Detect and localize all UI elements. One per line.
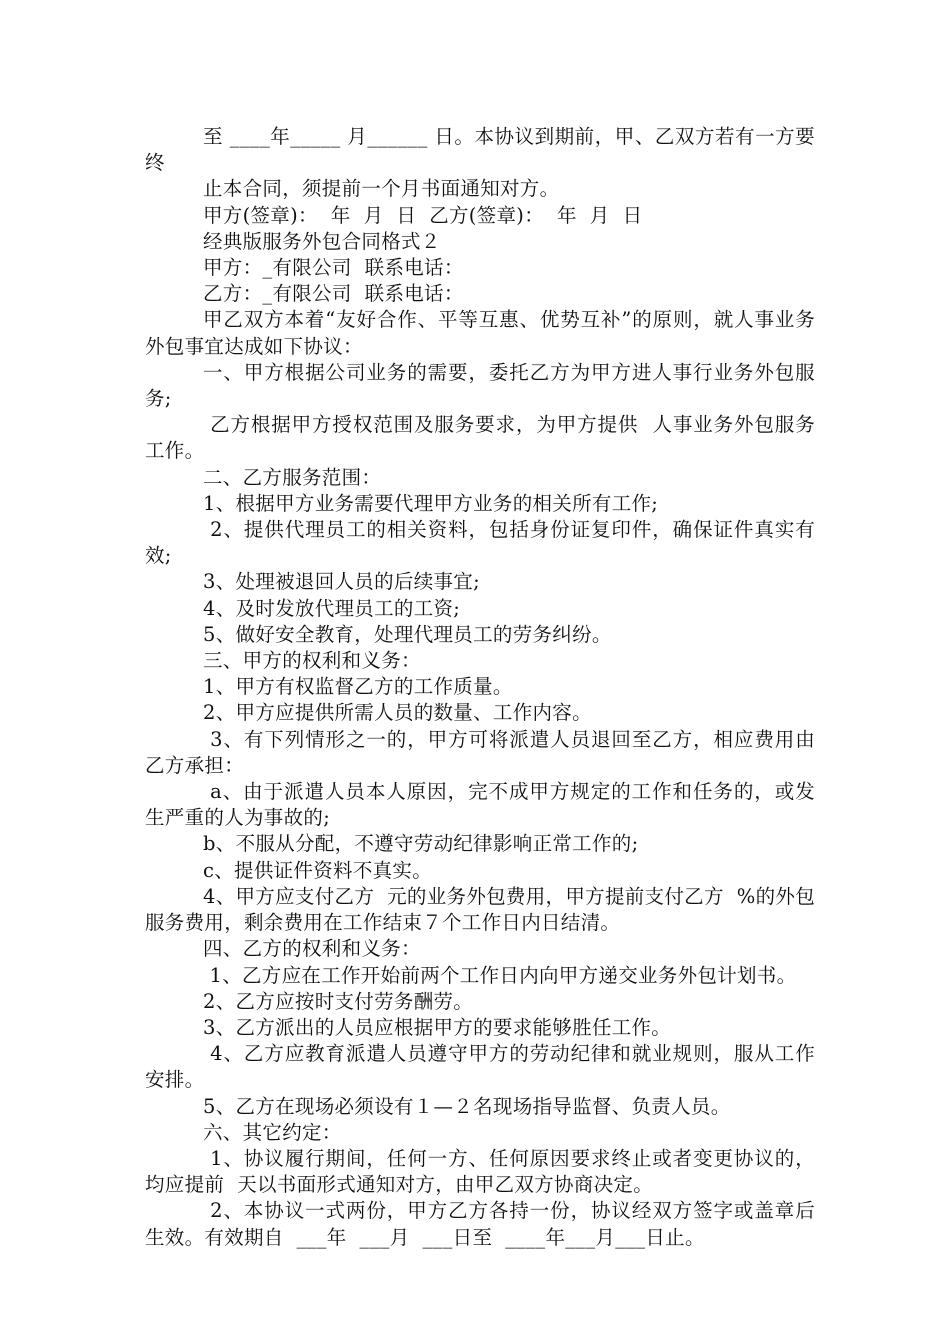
list-item: a、由于派遣人员本人原因，完不成甲方规定的工作和任务的，或发生严重的人为事故的;	[145, 780, 815, 830]
list-item: 5、乙方在现场必须设有１—２名现场指导监督、负责人员。	[203, 1094, 731, 1118]
clause-3-heading: 三、甲方的权利和义务：	[203, 649, 421, 673]
list-item: 3、乙方派出的人员应根据甲方的要求能够胜任工作。	[203, 1015, 672, 1039]
list-item: 2、本协议一式两份，甲方乙方各持一份，协议经双方签字或盖章后生效。有效期自 ___年 ___月 ___日至 ____年___月___日止。	[145, 1199, 815, 1249]
list-item: 1、甲方有权监督乙方的工作质量。	[203, 675, 513, 699]
paragraph-termination-notice: 止本合同，须提前一个月书面通知对方。	[203, 177, 560, 201]
list-item: 1、乙方应在工作开始前两个工作日内向甲方递交业务外包计划书。	[203, 963, 797, 987]
list-item: 2、提供代理员工的相关资料，包括身份证复印件，确保证件真实有效;	[145, 518, 815, 568]
list-item: 1、根据甲方业务需要代理甲方业务的相关所有工作;	[203, 491, 659, 515]
party-b-line: 乙方：_有限公司 联系电话：	[203, 282, 464, 306]
clause-1-body: 乙方根据甲方授权范围及服务要求，为甲方提供 人事业务外包服务工作。	[145, 413, 815, 463]
list-item: 1、协议履行期间，任何一方、任何原因要求终止或者变更协议的，均应提前 天以书面形式通知对方，由甲乙双方协商决定。	[145, 1146, 815, 1197]
list-item: b、不服从分配，不遵守劳动纪律影响正常工作的;	[203, 832, 639, 856]
list-item: 4、乙方应教育派遣人员遵守甲方的劳动纪律和就业规则，服从工作安排。	[145, 1042, 815, 1092]
clause-4-heading: 四、乙方的权利和义务：	[203, 937, 421, 961]
paragraph-preamble: 甲乙双方本着“友好合作、平等互惠、优势互补”的原则，就人事业务外包事宜达成如下协议：	[145, 308, 815, 358]
section-heading-contract-format-2: 经典版服务外包合同格式２	[203, 229, 441, 253]
document-body	[145, 124, 815, 1251]
list-item: 5、做好安全教育，处理代理员工的劳务纠纷。	[203, 622, 612, 646]
paragraph-signatures: 甲方(签章)： 年 月 日 乙方(签章)： 年 月 日	[203, 203, 643, 227]
list-item: 4、及时发放代理员工的工资;	[203, 596, 461, 620]
list-item: 4、甲方应支付乙方 元的业务外包费用，甲方提前支付乙方 %的外包服务费用，剩余费用在工作结束７个工作日内日结清。	[145, 884, 815, 935]
clause-6-heading: 六、其它约定：	[203, 1120, 342, 1144]
list-item: 3、有下列情形之一的，甲方可将派遣人员退回至乙方，相应费用由乙方承担：	[145, 727, 815, 777]
list-item: 2、甲方应提供所需人员的数量、工作内容。	[203, 701, 592, 725]
clause-1-heading: 一、甲方根据公司业务的需要，委托乙方为甲方进人事行业务外包服务;	[145, 360, 815, 411]
party-a-line: 甲方：_有限公司 联系电话：	[203, 256, 464, 280]
list-item: 2、乙方应按时支付劳务酬劳。	[203, 989, 474, 1013]
list-item: c、提供证件资料不真实。	[203, 858, 433, 882]
list-item: 3、处理被退回人员的后续事宜;	[203, 570, 480, 594]
clause-2-heading: 二、乙方服务范围：	[203, 465, 382, 489]
paragraph-term-end: 至 ____年_____ 月______ 日。本协议到期前，甲、乙双方若有一方要终	[145, 125, 815, 175]
